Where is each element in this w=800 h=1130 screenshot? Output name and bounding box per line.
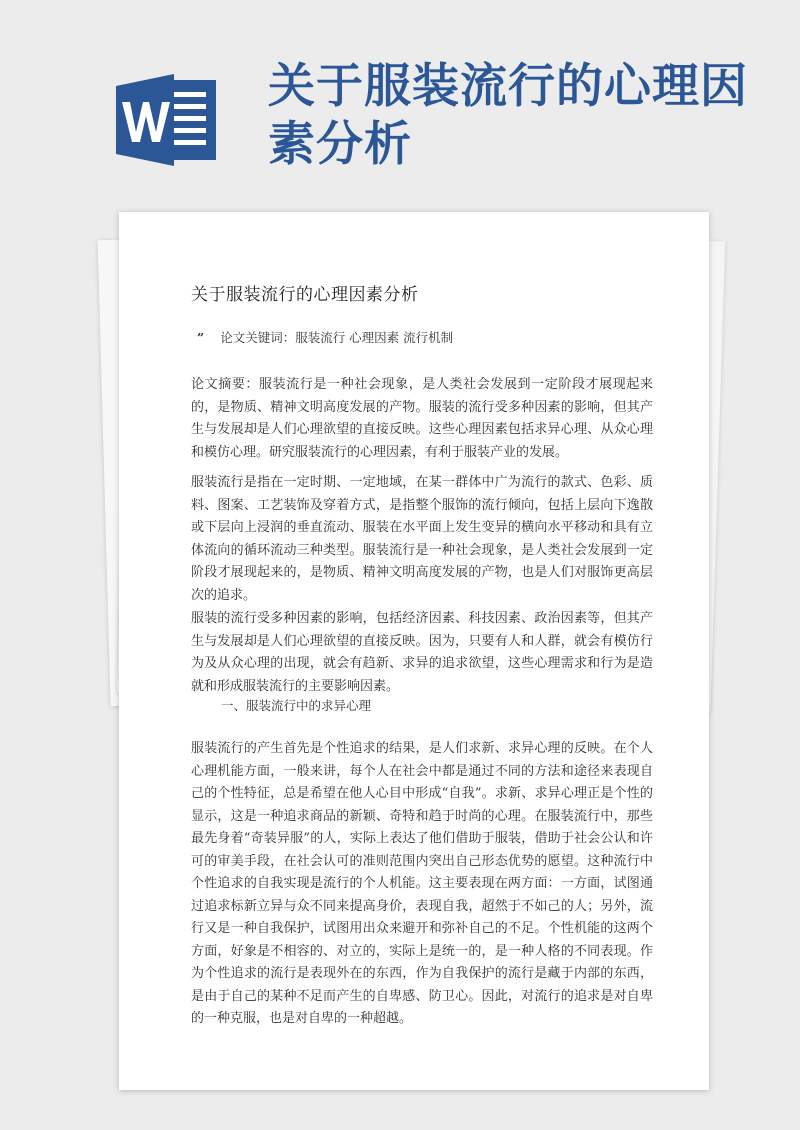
banner-title: 关于服装流行的心理因素分析 [268,59,748,172]
keywords-line [197,328,453,346]
body-paragraph: 服装的流行受多种因素的影响，包括经济因素、科技因素、政治因素等，但其产生与发展却是人们心理欲望的直接反映。因为，只要有人和人群，就会有模仿行为及从众心理的出现，就会有趋新、求异的追求欲望，这些心理需求和行为是造就和形成服装流行的主要影响因素。 [191,611,653,694]
keywords-text: 论文关键词：服装流行 心理因素 流行机制 [220,330,454,345]
word-document-icon [116,74,218,166]
body-paragraph: 服装流行是指在一定时期、一定地域，在某一群体中广为流行的款式、色彩、质料、图案、工艺装饰及穿着方式，是指整个服饰的流行倾向，包括上层向下逸散或下层向上浸润的垂直流动、服装在水平面上发生变异的横向水平移动和具有立体流向的循环流动三种类型。服装流行是一种社会现象，是人类社会发展到一定阶段才展现起来的，是物质、精神文明高度发展的产物，也是人们对服饰更高层次的追求。 [191,475,653,603]
section-heading: 一、服装流行中的求异心理 [221,698,372,713]
document-page [119,212,709,1090]
abstract-paragraph: 论文摘要：服装流行是一种社会现象，是人类社会发展到一定阶段才展现起来的，是物质、精神文明高度发展的产物。服装的流行受多种因素的影响，但其产生与发展却是人们心理欲望的直接反映。这些心理因素包括求异心理、从众心理和模仿心理。研究服装流行的心理因素，有利于服装产业的发展。 [191,377,653,460]
body-paragraph: 服装流行的产生首先是个性追求的结果，是人们求新、求异心理的反映。在个人心理机能方面，一般来讲，每个人在社会中都是通过不同的方法和途径来表现自己的个性特征，总是希望在他人心目中形成“自我”。求新、求异心理正是个性的显示，这是一种追求商品的新颖、奇特和趋于时尚的心理。在服装流行中，那些最先身着“奇装异服”的人，实际上表达了他们借助于服装，借助于社会公认和许可的审美手段，在社会认可的准则范围内突出自己形态优势的愿望。这种流行中个性追求的自我实现是流行的个人机能。这主要表现在两方面：一方面，试图通过追求标新立异与众不同来提高身价，表现自我，超然于不如己的人；另外，流行又是一种自我保护，试图用出众来避开和弥补自己的不足。个性机能的这两个方面，好象是不相容的、对立的，实际上是统一的，是一种人格的不同表现。作为个性追求的流行是表现外在的东西，作为自我保护的流行是藏于内部的东西，是由于自己的某种不足而产生的自卑感、防卫心。因此，对流行的追求是对自卑的一种克服，也是对自卑的一种超越。 [191,741,653,1026]
document-title: 关于服装流行的心理因素分析 [191,285,419,305]
quote-mark: ” [197,330,205,345]
